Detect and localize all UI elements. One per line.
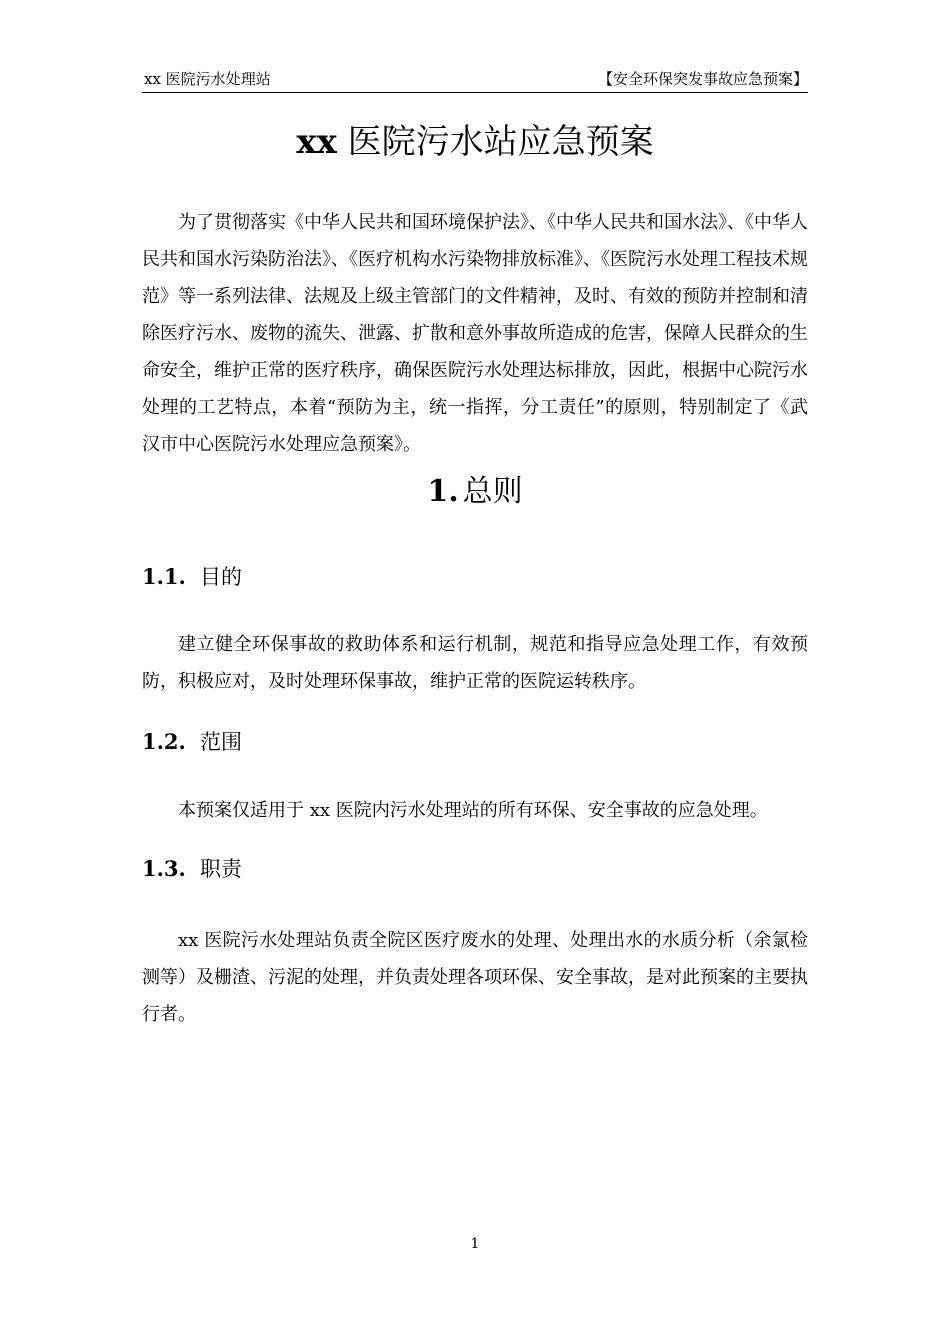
section-body-1-1: 建立健全环保事故的救助体系和运行机制，规范和指导应急处理工作，有效预防，积极应对，及时处理环保事故，维护正常的医院运转秩序。: [142, 634, 808, 692]
section-number: 1.1.: [142, 564, 186, 589]
document-title-prefix: xx: [296, 122, 337, 162]
page-number: 1: [470, 1236, 480, 1252]
chapter-title: 总则: [462, 474, 523, 509]
document-title-text: 医院污水站应急预案: [336, 122, 654, 162]
section-heading-1-3: [142, 854, 808, 884]
section-title: 目的: [200, 565, 242, 589]
chapter-number: 1.: [427, 474, 459, 509]
section-body-1-3: xx 医院污水处理站负责全院区医疗废水的处理、处理出水的水质分析（余氯检测等）及栅渣、污泥的处理，并负责处理各项环保、安全事故，是对此预案的主要执行者。: [142, 930, 808, 1025]
section-body-1-2: 本预案仅适用于 xx 医院内污水处理站的所有环保、安全事故的应急处理。: [178, 800, 768, 821]
page-header: [142, 66, 808, 93]
section-title: 职责: [200, 857, 242, 881]
intro-paragraph: 为了贯彻落实《中华人民共和国环境保护法》、《中华人民共和国水法》、《中华人民共和国水污染防治法》、《医疗机构水污染物排放标准》、《医院污水处理工程技术规范》等一系列法律、法规及上级主管部门的文件精神，及时、有效的预防并控制和清除医疗污水、废物的流失、泄露、扩散和意外事故所造成的危害，保障人民群众的生命安全，维护正常的医疗秩序，确保医院污水处理达标排放，因此，根据中心院污水处理的工艺特点，本着“预防为主，统一指挥，分工责任”的原则，特别制定了《武汉市中心医院污水处理应急预案》。: [142, 212, 808, 455]
section-heading-1-2: [142, 727, 808, 757]
header-left-text: xx 医院污水处理站: [144, 70, 271, 88]
section-number: 1.3.: [142, 856, 186, 881]
section-title: 范围: [200, 730, 242, 754]
chapter-heading: [142, 470, 808, 514]
header-right-text: 【安全环保突发事故应急预案】: [597, 70, 808, 88]
document-title: [142, 118, 808, 166]
section-number: 1.2.: [142, 729, 186, 754]
section-heading-1-1: [142, 562, 808, 592]
